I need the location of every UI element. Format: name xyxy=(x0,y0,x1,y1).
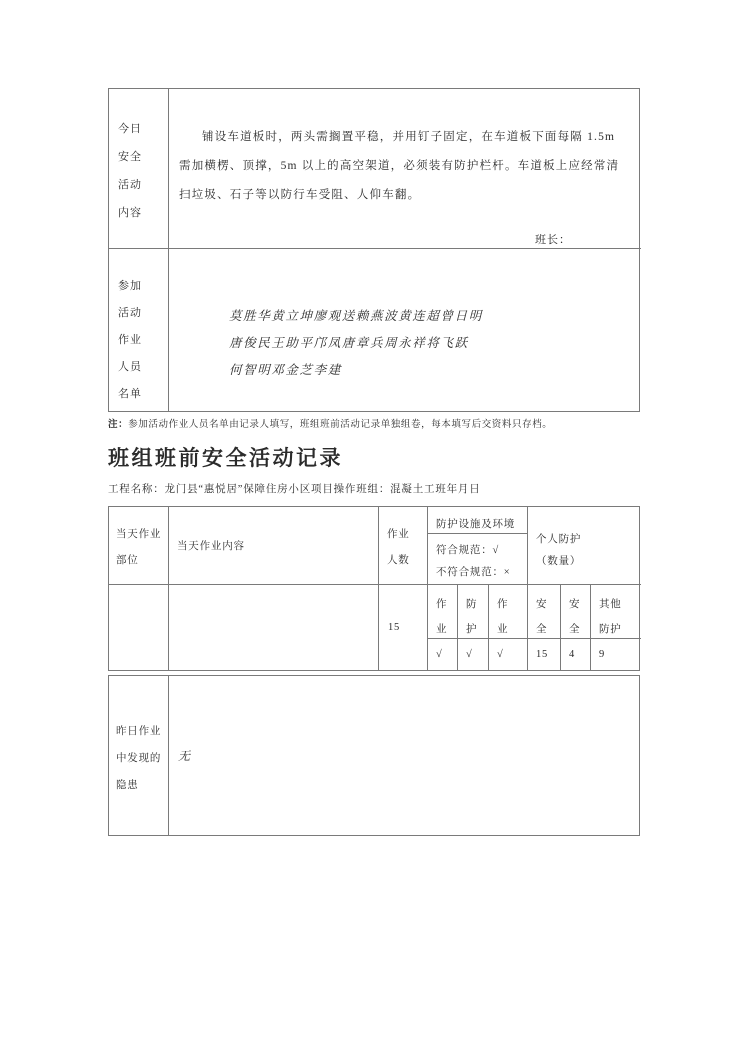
subheader-line: 业 xyxy=(497,624,509,635)
header-line: （数量） xyxy=(536,556,582,567)
subheader-line: 作 xyxy=(436,599,448,610)
subheader-line: 全 xyxy=(569,624,581,635)
check-value-1 xyxy=(428,639,458,670)
label-line: 内容 xyxy=(118,207,142,219)
subheader-line: 作 xyxy=(497,599,509,610)
worker-count-number: 15 xyxy=(388,622,401,633)
project-name-line: 工程名称：龙门县“惠悦居”保障住房小区项目操作班组：混凝土工班年月日 xyxy=(108,484,481,495)
label-line: 人员 xyxy=(118,361,142,373)
participants-label xyxy=(109,249,169,411)
hazard-label xyxy=(109,676,169,835)
hazard-value-cell xyxy=(169,676,641,835)
protection-env-legend xyxy=(428,534,527,584)
subheader-safety-1 xyxy=(528,585,561,639)
footnote xyxy=(108,418,640,432)
subheader-line: 防护 xyxy=(599,624,622,635)
document-content xyxy=(108,88,640,836)
header-text: 当天作业内容 xyxy=(177,541,245,552)
check-mark: √ xyxy=(436,649,443,660)
label-line: 名单 xyxy=(118,388,142,400)
legend-fail: 不符合规范：× xyxy=(436,567,511,578)
header-line: 作业 xyxy=(387,529,410,540)
quantity-value-2 xyxy=(561,639,591,670)
label-line: 安全 xyxy=(118,151,142,163)
footnote-prefix: 注： xyxy=(108,420,129,430)
label-line: 隐患 xyxy=(116,780,139,791)
team-leader-signature-label: 班长： xyxy=(535,234,571,246)
work-location-cell xyxy=(109,585,169,670)
label-line: 中发现的 xyxy=(116,753,162,764)
subheader-protection xyxy=(458,585,489,639)
quantity-value-1 xyxy=(528,639,561,670)
quantity-number: 4 xyxy=(569,649,576,660)
subheader-work-1 xyxy=(428,585,458,639)
check-value-3 xyxy=(489,639,528,670)
quantity-number: 9 xyxy=(599,649,606,660)
label-line: 作业 xyxy=(118,334,142,346)
hazard-table xyxy=(108,675,640,836)
safety-activity-table xyxy=(108,88,640,412)
subheader-line: 其他 xyxy=(599,599,622,610)
page-title: 班组班前安全活动记录 xyxy=(108,446,343,470)
subheader-line: 安 xyxy=(569,599,581,610)
subheader-line: 全 xyxy=(536,624,548,635)
subheader-safety-2 xyxy=(561,585,591,639)
header-line: 当天作业 xyxy=(116,529,162,540)
label-line: 活动 xyxy=(118,307,142,319)
safety-content-paragraph: 铺设车道板时，两头需搁置平稳，并用钉子固定，在车道板下面每隔 1.5m 需加横楞、顶撑，5m 以上的高空架道，必须装有防护栏杆。车道板上应经常清扫垃圾、石子等以防行车受阻、人仰车翻。 xyxy=(179,131,620,201)
subheader-other-protection xyxy=(591,585,641,639)
check-mark: √ xyxy=(466,649,473,660)
name-line: 何智明邓金芝李建 xyxy=(229,363,342,377)
subheader-line: 业 xyxy=(436,624,448,635)
quantity-number: 15 xyxy=(536,649,549,660)
label-line: 昨日作业 xyxy=(116,726,162,737)
header-line: 部位 xyxy=(116,555,139,566)
worker-count-value xyxy=(379,585,428,670)
footnote-text: 参加活动作业人员名单由记录人填写，班组班前活动记录单独组卷，每本填写后交资料只存档。 xyxy=(128,420,553,430)
label-line: 活动 xyxy=(118,179,142,191)
name-line: 唐俊民王助平邝凤唐章兵周永祥将飞跃 xyxy=(229,336,469,350)
hazard-value: 无 xyxy=(178,749,191,763)
subheader-line: 安 xyxy=(536,599,548,610)
label-line: 参加 xyxy=(118,280,142,292)
today-safety-label xyxy=(109,89,169,249)
subheader-line: 护 xyxy=(466,624,478,635)
personal-protection-header xyxy=(528,507,641,585)
participants-names-cell xyxy=(169,249,641,411)
subheader-line: 防 xyxy=(466,599,478,610)
header-line: 个人防护 xyxy=(536,534,582,545)
work-content-header xyxy=(169,507,379,585)
check-mark: √ xyxy=(497,649,504,660)
header-line: 人数 xyxy=(387,555,410,566)
name-line: 莫胜华黄立坤廖观送赖燕波黄连超曾日明 xyxy=(229,309,483,323)
protection-env-header xyxy=(428,507,528,585)
quantity-value-3 xyxy=(591,639,641,670)
legend-pass: 符合规范：√ xyxy=(436,545,500,556)
today-safety-content-cell xyxy=(169,89,641,249)
subheader-work-2 xyxy=(489,585,528,639)
work-location-header xyxy=(109,507,169,585)
check-value-2 xyxy=(458,639,489,670)
pre-shift-record-table xyxy=(108,506,640,671)
protection-env-title: 防护设施及环境 xyxy=(428,507,527,534)
worker-count-header xyxy=(379,507,428,585)
work-content-cell xyxy=(169,585,379,670)
label-line: 今日 xyxy=(118,123,142,135)
